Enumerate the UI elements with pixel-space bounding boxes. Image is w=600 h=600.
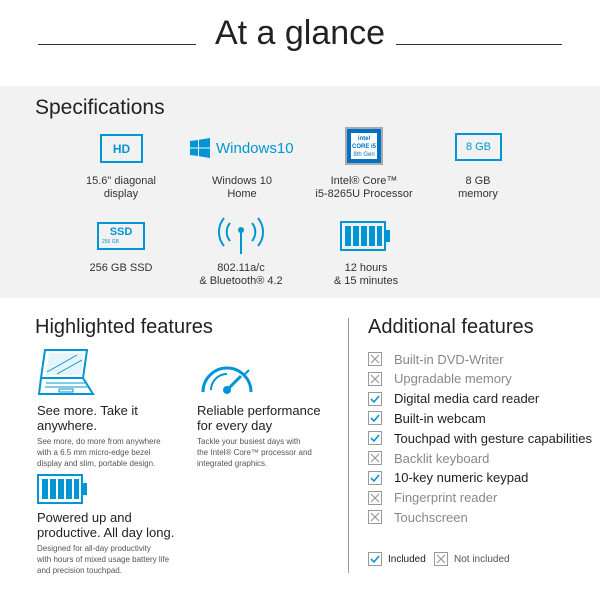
spec-line: Intel® Core™	[330, 175, 398, 187]
additional-feature-label: Built-in webcam	[394, 410, 486, 426]
additional-feature-label: Upgradable memory	[394, 371, 512, 387]
title-rule-left	[38, 44, 196, 45]
feature-body-line: with hours of mixed usage battery life	[37, 555, 170, 564]
battery-icon	[340, 221, 392, 251]
feature-body-line: with a 6.5 mm micro-edge bezel	[37, 448, 151, 457]
feature-body	[37, 436, 187, 469]
spec-line: Windows 10	[212, 175, 272, 187]
additional-feature-item	[368, 350, 504, 368]
title-rule-right	[396, 44, 562, 45]
spec-line: 256 GB SSD	[89, 262, 153, 274]
feature-body-line: Designed for all-day productivity	[37, 544, 151, 553]
cross-icon	[368, 372, 382, 386]
additional-feature-label: Backlit keyboard	[394, 450, 490, 466]
ssd-sublabel: 256 GB	[102, 239, 119, 245]
section-divider	[348, 318, 349, 573]
spec-display	[61, 175, 181, 201]
spec-line: & 15 minutes	[333, 275, 399, 287]
spec-line: 8 GB	[465, 175, 491, 187]
cross-icon	[368, 491, 382, 505]
feature-body	[197, 436, 345, 469]
spec-storage	[61, 262, 181, 275]
cross-icon	[368, 510, 382, 524]
ssd-icon	[97, 222, 145, 250]
spec-os	[182, 175, 302, 201]
feature-body-line: display and slim, portable design.	[37, 459, 156, 468]
legend-included	[368, 551, 426, 567]
feature-body	[37, 543, 197, 576]
feature-heading: for every day	[197, 418, 273, 433]
additional-feature-item	[368, 469, 528, 487]
cross-icon	[368, 451, 382, 465]
spec-processor	[304, 175, 424, 201]
additional-feature-label: Fingerprint reader	[394, 490, 498, 506]
spec-wireless	[181, 262, 301, 288]
additional-feature-label: Touchscreen	[394, 509, 468, 525]
feature-heading: Powered up and	[37, 510, 132, 525]
windows-logo-text: Windows10	[216, 139, 294, 157]
hd-badge-icon: HD	[100, 134, 143, 163]
wireless-antenna-icon	[216, 212, 266, 256]
memory-badge-icon: 8 GB	[455, 133, 502, 161]
page-title: At a glance	[214, 14, 386, 52]
cross-icon	[368, 352, 382, 366]
battery-icon	[37, 474, 89, 504]
speedometer-icon	[197, 352, 257, 398]
feature-see-more	[37, 403, 187, 469]
highlighted-features-title: Highlighted features	[35, 316, 213, 338]
spec-line: & Bluetooth® 4.2	[199, 275, 283, 287]
legend-not-included-label: Not included	[454, 553, 510, 565]
additional-feature-label: 10-key numeric keypad	[394, 470, 529, 486]
spec-line: display	[103, 188, 139, 200]
check-icon	[368, 471, 382, 485]
check-icon	[368, 431, 382, 445]
additional-feature-label: Built-in DVD-Writer	[394, 351, 504, 367]
intel-badge-inner: intel CORE i5 8th Gen	[350, 132, 378, 160]
additional-feature-item	[368, 508, 468, 526]
spec-line: 802.11a/c	[217, 262, 265, 274]
specifications-title: Specifications	[35, 96, 165, 119]
additional-feature-item	[368, 409, 486, 427]
feature-body-line: See more, do more from anywhere	[37, 437, 161, 446]
feature-battery-life	[37, 510, 197, 576]
feature-body-line: integrated graphics.	[197, 459, 268, 468]
legend-not-included	[434, 551, 510, 567]
windows-logo-icon	[190, 137, 300, 159]
additional-feature-item	[368, 489, 497, 507]
feature-heading: Reliable performance	[197, 403, 321, 418]
spec-line: memory	[458, 188, 498, 200]
laptop-icon	[37, 348, 95, 398]
additional-feature-item	[368, 390, 539, 408]
legend-included-label: Included	[388, 553, 426, 565]
spec-line: 12 hours	[344, 262, 388, 274]
feature-heading: anywhere.	[37, 418, 97, 433]
spec-line: i5-8265U Processor	[315, 188, 413, 200]
windows-flag-icon	[190, 138, 210, 158]
feature-performance	[197, 403, 345, 469]
check-icon	[368, 411, 382, 425]
cross-icon	[434, 552, 448, 566]
spec-battery	[306, 262, 426, 288]
additional-feature-item	[368, 449, 489, 467]
feature-heading: See more. Take it	[37, 403, 138, 418]
intel-core-i5-badge-icon	[345, 127, 383, 165]
feature-body-line: Tackle your busiest days with	[197, 437, 301, 446]
additional-feature-item	[368, 429, 592, 447]
spec-memory	[418, 175, 538, 201]
spec-line: 15.6" diagonal	[86, 175, 156, 187]
feature-heading: productive. All day long.	[37, 525, 175, 540]
check-icon	[368, 392, 382, 406]
additional-feature-label: Touchpad with gesture capabilities	[394, 430, 593, 446]
additional-feature-item	[368, 370, 512, 388]
feature-body-line: the Intel® Core™ processor and	[197, 448, 312, 457]
additional-features-title: Additional features	[368, 316, 534, 338]
additional-feature-label: Digital media card reader	[394, 391, 540, 407]
check-icon	[368, 552, 382, 566]
spec-line: Home	[227, 188, 257, 200]
ssd-label: SSD	[109, 226, 133, 238]
feature-body-line: and precision touchpad.	[37, 566, 122, 575]
